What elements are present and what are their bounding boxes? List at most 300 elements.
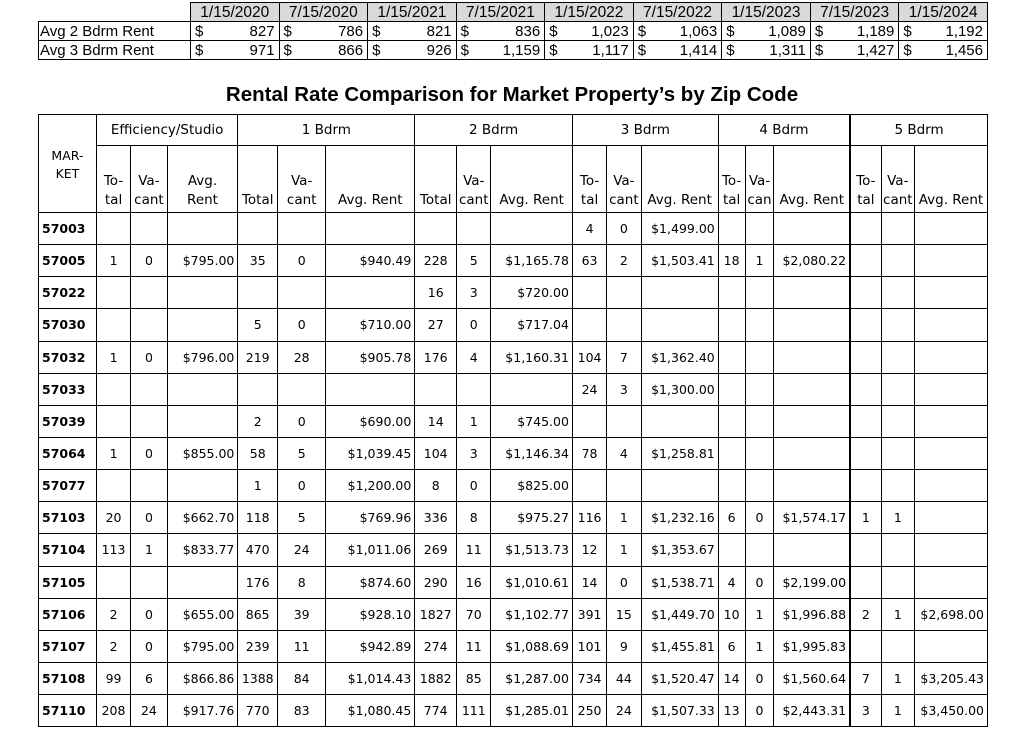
count-cell: 0 <box>131 341 167 373</box>
count-cell <box>881 245 914 277</box>
amount: 1,414 <box>679 41 718 59</box>
count-cell <box>881 213 914 245</box>
avg-rent-cell: $1,039.45 <box>326 437 415 469</box>
count-cell <box>850 341 881 373</box>
count-cell <box>572 470 606 502</box>
avg-rent-cell: $866.86 <box>167 662 238 694</box>
count-cell <box>96 405 130 437</box>
avg-rent-cell: $1,010.61 <box>491 566 573 598</box>
avg-rent-cell <box>641 405 718 437</box>
count-cell: 0 <box>745 662 774 694</box>
avg-rent-cell: $975.27 <box>491 502 573 534</box>
summary-value-cell <box>633 22 722 41</box>
group-header: 5 Bdrm <box>850 115 987 146</box>
count-cell <box>881 470 914 502</box>
sub-header: Va- cant <box>278 146 326 213</box>
summary-value-cell <box>456 41 545 60</box>
count-cell: 27 <box>415 309 457 341</box>
group-header-row <box>39 115 988 146</box>
count-cell <box>131 213 167 245</box>
money-value <box>726 23 806 40</box>
count-cell: 35 <box>238 245 278 277</box>
avg-rent-cell: $1,146.34 <box>491 437 573 469</box>
count-cell <box>718 309 745 341</box>
avg-rent-cell: $795.00 <box>167 245 238 277</box>
count-cell: 1 <box>96 437 130 469</box>
table-row <box>39 566 988 598</box>
zip-code-cell: 57032 <box>39 341 97 373</box>
count-cell: 5 <box>278 437 326 469</box>
count-cell: 1 <box>131 534 167 566</box>
amount: 1,192 <box>945 22 983 40</box>
avg-rent-cell: $1,353.67 <box>641 534 718 566</box>
summary-value-cell <box>191 41 280 60</box>
currency-symbol: $ <box>814 22 824 40</box>
amount: 1,089 <box>768 22 806 40</box>
date-header: 7/15/2020 <box>279 3 368 22</box>
count-cell <box>850 437 881 469</box>
count-cell: 2 <box>607 245 641 277</box>
avg-rent-cell: $833.77 <box>167 534 238 566</box>
count-cell <box>850 245 881 277</box>
count-cell <box>850 373 881 405</box>
count-cell: 13 <box>718 695 745 727</box>
table-row <box>39 277 988 309</box>
avg-rent-cell <box>491 373 573 405</box>
table-row <box>39 470 988 502</box>
count-cell: 104 <box>415 437 457 469</box>
count-cell: 1 <box>745 245 774 277</box>
count-cell <box>96 470 130 502</box>
money-value <box>903 42 983 59</box>
count-cell: 101 <box>572 630 606 662</box>
count-cell <box>718 213 745 245</box>
count-cell: 84 <box>278 662 326 694</box>
count-cell: 0 <box>131 630 167 662</box>
zip-code-cell: 57106 <box>39 598 97 630</box>
avg-rent-cell <box>774 277 850 309</box>
money-value <box>461 42 541 59</box>
count-cell <box>718 470 745 502</box>
count-cell <box>881 309 914 341</box>
avg-rent-cell: $690.00 <box>326 405 415 437</box>
summary-value-cell <box>810 22 899 41</box>
count-cell <box>745 437 774 469</box>
count-cell <box>238 373 278 405</box>
money-value <box>549 42 629 59</box>
summary-value-cell <box>368 22 457 41</box>
avg-rent-cell: $2,080.22 <box>774 245 850 277</box>
count-cell: 2 <box>238 405 278 437</box>
count-cell: 269 <box>415 534 457 566</box>
page-title: Rental Rate Comparison for Market Property’s by Zip Code <box>225 83 799 106</box>
count-cell: 78 <box>572 437 606 469</box>
count-cell: 4 <box>457 341 491 373</box>
avg-rent-cell <box>641 309 718 341</box>
zip-code-cell: 57105 <box>39 566 97 598</box>
sub-header: Avg. Rent <box>641 146 718 213</box>
sub-header: Va- can <box>745 146 774 213</box>
money-value <box>726 42 806 59</box>
sub-header: To- tal <box>96 146 130 213</box>
count-cell <box>881 630 914 662</box>
currency-symbol: $ <box>460 41 469 59</box>
summary-value-cell <box>191 22 280 41</box>
currency-symbol: $ <box>903 22 912 40</box>
avg-rent-cell: $2,698.00 <box>914 598 987 630</box>
zip-code-cell: 57077 <box>39 470 97 502</box>
zip-code-cell: 57030 <box>39 309 97 341</box>
count-cell: 6 <box>718 630 745 662</box>
avg-rent-cell: $1,102.77 <box>491 598 573 630</box>
count-cell: 0 <box>607 213 641 245</box>
money-value <box>195 23 275 40</box>
table-row <box>39 662 988 694</box>
money-value <box>284 23 364 40</box>
avg-rent-cell <box>167 213 238 245</box>
zip-code-cell: 57107 <box>39 630 97 662</box>
avg-rent-cell: $1,996.88 <box>774 598 850 630</box>
count-cell: 734 <box>572 662 606 694</box>
avg-rent-cell: $1,080.45 <box>326 695 415 727</box>
rental-comparison-table <box>38 114 988 727</box>
count-cell <box>850 534 881 566</box>
zip-code-cell: 57039 <box>39 405 97 437</box>
count-cell: 1 <box>238 470 278 502</box>
avg-rent-cell: $3,450.00 <box>914 695 987 727</box>
count-cell: 0 <box>278 405 326 437</box>
count-cell <box>850 566 881 598</box>
count-cell: 2 <box>96 598 130 630</box>
currency-symbol: $ <box>195 22 204 40</box>
sub-header: Avg. Rent <box>167 146 238 213</box>
count-cell: 24 <box>572 373 606 405</box>
avg-rent-cell <box>914 213 987 245</box>
count-cell <box>850 405 881 437</box>
count-cell: 7 <box>607 341 641 373</box>
date-header: 7/15/2022 <box>633 3 722 22</box>
avg-rent-cell <box>326 277 415 309</box>
table-row <box>39 213 988 245</box>
currency-symbol: $ <box>637 41 647 59</box>
count-cell: 58 <box>238 437 278 469</box>
avg-rent-cell: $1,499.00 <box>641 213 718 245</box>
date-header: 7/15/2021 <box>456 3 545 22</box>
count-cell: 99 <box>96 662 130 694</box>
count-cell: 104 <box>572 341 606 373</box>
count-cell: 0 <box>278 309 326 341</box>
count-cell: 176 <box>415 341 457 373</box>
avg-rent-cell <box>914 341 987 373</box>
count-cell: 1 <box>881 502 914 534</box>
count-cell <box>850 277 881 309</box>
summary-row <box>39 22 988 41</box>
count-cell: 6 <box>718 502 745 534</box>
count-cell: 28 <box>278 341 326 373</box>
avg-rent-cell <box>774 341 850 373</box>
count-cell: 3 <box>457 277 491 309</box>
count-cell: 3 <box>457 437 491 469</box>
group-header: 4 Bdrm <box>718 115 850 146</box>
amount: 866 <box>338 41 364 59</box>
avg-rent-cell <box>914 373 987 405</box>
avg-rent-cell: $1,520.47 <box>641 662 718 694</box>
count-cell <box>238 213 278 245</box>
count-cell <box>131 405 167 437</box>
sub-header: Va- cant <box>881 146 914 213</box>
count-cell: 1 <box>96 341 130 373</box>
avg-rent-cell <box>774 309 850 341</box>
count-cell: 8 <box>457 502 491 534</box>
count-cell: 14 <box>572 566 606 598</box>
count-cell: 1388 <box>238 662 278 694</box>
zip-code-cell: 57022 <box>39 277 97 309</box>
count-cell <box>131 309 167 341</box>
avg-rent-cell: $1,300.00 <box>641 373 718 405</box>
amount: 836 <box>515 22 541 40</box>
count-cell: 18 <box>718 245 745 277</box>
sub-header: To- tal <box>572 146 606 213</box>
table-row <box>39 534 988 566</box>
count-cell <box>745 277 774 309</box>
avg-rent-cell <box>914 566 987 598</box>
count-cell <box>131 277 167 309</box>
count-cell <box>850 309 881 341</box>
avg-rent-cell: $1,258.81 <box>641 437 718 469</box>
count-cell: 1 <box>881 662 914 694</box>
count-cell: 8 <box>415 470 457 502</box>
avg-rent-cell: $1,574.17 <box>774 502 850 534</box>
count-cell: 116 <box>572 502 606 534</box>
count-cell: 770 <box>238 695 278 727</box>
summary-value-cell <box>279 41 368 60</box>
count-cell <box>131 470 167 502</box>
count-cell: 1827 <box>415 598 457 630</box>
currency-symbol: $ <box>460 22 469 40</box>
date-header-row <box>39 3 988 22</box>
table-row <box>39 502 988 534</box>
count-cell: 274 <box>415 630 457 662</box>
count-cell: 290 <box>415 566 457 598</box>
count-cell <box>96 277 130 309</box>
zip-code-cell: 57005 <box>39 245 97 277</box>
amount: 1,117 <box>592 41 629 59</box>
count-cell: 0 <box>745 566 774 598</box>
count-cell: 5 <box>238 309 278 341</box>
summary-row <box>39 41 988 60</box>
count-cell <box>881 405 914 437</box>
money-value <box>549 23 629 40</box>
money-value <box>461 23 541 40</box>
sub-header: Avg. Rent <box>914 146 987 213</box>
avg-rent-cell <box>774 373 850 405</box>
count-cell: 4 <box>607 437 641 469</box>
avg-rent-cell <box>914 277 987 309</box>
zip-code-cell: 57104 <box>39 534 97 566</box>
summary-value-cell <box>899 22 988 41</box>
amount: 821 <box>426 22 452 40</box>
count-cell: 113 <box>96 534 130 566</box>
count-cell: 0 <box>131 245 167 277</box>
count-cell: 70 <box>457 598 491 630</box>
count-cell <box>607 470 641 502</box>
avg-rent-cell: $1,232.16 <box>641 502 718 534</box>
avg-rent-cell: $942.89 <box>326 630 415 662</box>
count-cell <box>278 277 326 309</box>
table-row <box>39 630 988 662</box>
money-value <box>284 42 364 59</box>
count-cell: 10 <box>718 598 745 630</box>
count-cell <box>572 277 606 309</box>
sub-header: To- tal <box>850 146 881 213</box>
summary-value-cell <box>368 41 457 60</box>
avg-rent-cell: $1,362.40 <box>641 341 718 373</box>
count-cell: 2 <box>96 630 130 662</box>
count-cell: 0 <box>131 502 167 534</box>
count-cell: 11 <box>457 534 491 566</box>
avg-rent-cell <box>914 630 987 662</box>
table-row <box>39 695 988 727</box>
count-cell: 391 <box>572 598 606 630</box>
market-header: MAR- KET <box>39 115 97 213</box>
avg-rent-cell: $928.10 <box>326 598 415 630</box>
table-row <box>39 341 988 373</box>
row-label: Avg 3 Bdrm Rent <box>39 41 191 60</box>
count-cell: 0 <box>131 598 167 630</box>
avg-rent-cell: $2,443.31 <box>774 695 850 727</box>
date-header: 1/15/2022 <box>545 3 634 22</box>
count-cell: 208 <box>96 695 130 727</box>
sub-header: Avg. Rent <box>491 146 573 213</box>
date-header: 1/15/2023 <box>722 3 811 22</box>
zip-code-cell: 57108 <box>39 662 97 694</box>
avg-rent-cell <box>774 213 850 245</box>
count-cell: 118 <box>238 502 278 534</box>
group-header: Efficiency/Studio <box>96 115 238 146</box>
avg-rent-cell: $1,014.43 <box>326 662 415 694</box>
avg-rent-cell: $795.00 <box>167 630 238 662</box>
sub-header: Total <box>415 146 457 213</box>
amount: 926 <box>426 41 452 59</box>
money-value <box>372 23 452 40</box>
count-cell: 16 <box>415 277 457 309</box>
amount: 1,189 <box>856 22 895 40</box>
currency-symbol: $ <box>814 41 824 59</box>
count-cell: 1 <box>607 534 641 566</box>
count-cell <box>745 534 774 566</box>
count-cell: 3 <box>850 695 881 727</box>
currency-symbol: $ <box>549 41 558 59</box>
avg-rent-cell: $1,165.78 <box>491 245 573 277</box>
summary-value-cell <box>810 41 899 60</box>
count-cell <box>572 405 606 437</box>
avg-rent-cell: $717.04 <box>491 309 573 341</box>
date-header: 7/15/2023 <box>810 3 899 22</box>
avg-rent-cell <box>774 470 850 502</box>
avg-rent-cell: $655.00 <box>167 598 238 630</box>
count-cell <box>881 534 914 566</box>
avg-rent-cell: $1,995.83 <box>774 630 850 662</box>
count-cell <box>745 341 774 373</box>
count-cell <box>745 470 774 502</box>
count-cell <box>415 373 457 405</box>
summary-value-cell <box>899 41 988 60</box>
avg-rent-cell: $662.70 <box>167 502 238 534</box>
count-cell <box>718 373 745 405</box>
avg-rent-cell <box>914 534 987 566</box>
summary-value-cell <box>279 22 368 41</box>
count-cell <box>718 437 745 469</box>
amount: 786 <box>338 22 364 40</box>
currency-symbol: $ <box>283 22 292 40</box>
count-cell: 470 <box>238 534 278 566</box>
zip-code-cell: 57103 <box>39 502 97 534</box>
rent-trend-table <box>38 2 988 60</box>
count-cell <box>718 405 745 437</box>
table-row <box>39 245 988 277</box>
date-header: 1/15/2020 <box>191 3 280 22</box>
count-cell: 1 <box>881 598 914 630</box>
count-cell <box>607 277 641 309</box>
amount: 971 <box>249 41 275 59</box>
table-row <box>39 405 988 437</box>
count-cell: 15 <box>607 598 641 630</box>
avg-rent-cell <box>326 213 415 245</box>
avg-rent-cell: $855.00 <box>167 437 238 469</box>
summary-value-cell <box>456 22 545 41</box>
currency-symbol: $ <box>726 41 735 59</box>
count-cell: 44 <box>607 662 641 694</box>
count-cell <box>131 566 167 598</box>
amount: 827 <box>249 22 275 40</box>
avg-rent-cell <box>774 405 850 437</box>
avg-rent-cell: $917.76 <box>167 695 238 727</box>
currency-symbol: $ <box>637 22 647 40</box>
count-cell: 1882 <box>415 662 457 694</box>
count-cell: 219 <box>238 341 278 373</box>
count-cell: 8 <box>278 566 326 598</box>
avg-rent-cell <box>167 470 238 502</box>
count-cell: 0 <box>745 502 774 534</box>
avg-rent-cell <box>774 534 850 566</box>
avg-rent-cell <box>914 502 987 534</box>
count-cell <box>850 213 881 245</box>
count-cell: 0 <box>457 309 491 341</box>
count-cell: 0 <box>607 566 641 598</box>
count-cell: 1 <box>881 695 914 727</box>
count-cell <box>278 373 326 405</box>
amount: 1,427 <box>856 41 895 59</box>
avg-rent-cell: $1,285.01 <box>491 695 573 727</box>
table-row <box>39 309 988 341</box>
table-row <box>39 437 988 469</box>
sub-header: Avg. Rent <box>774 146 850 213</box>
money-value <box>195 42 275 59</box>
count-cell: 176 <box>238 566 278 598</box>
count-cell <box>96 373 130 405</box>
sub-header: Va- cant <box>131 146 167 213</box>
avg-rent-cell <box>167 405 238 437</box>
currency-symbol: $ <box>726 22 735 40</box>
count-cell <box>881 437 914 469</box>
count-cell: 1 <box>745 598 774 630</box>
summary-value-cell <box>545 41 634 60</box>
money-value <box>638 42 718 59</box>
summary-value-cell <box>633 41 722 60</box>
count-cell <box>745 309 774 341</box>
count-cell <box>457 213 491 245</box>
count-cell: 24 <box>131 695 167 727</box>
